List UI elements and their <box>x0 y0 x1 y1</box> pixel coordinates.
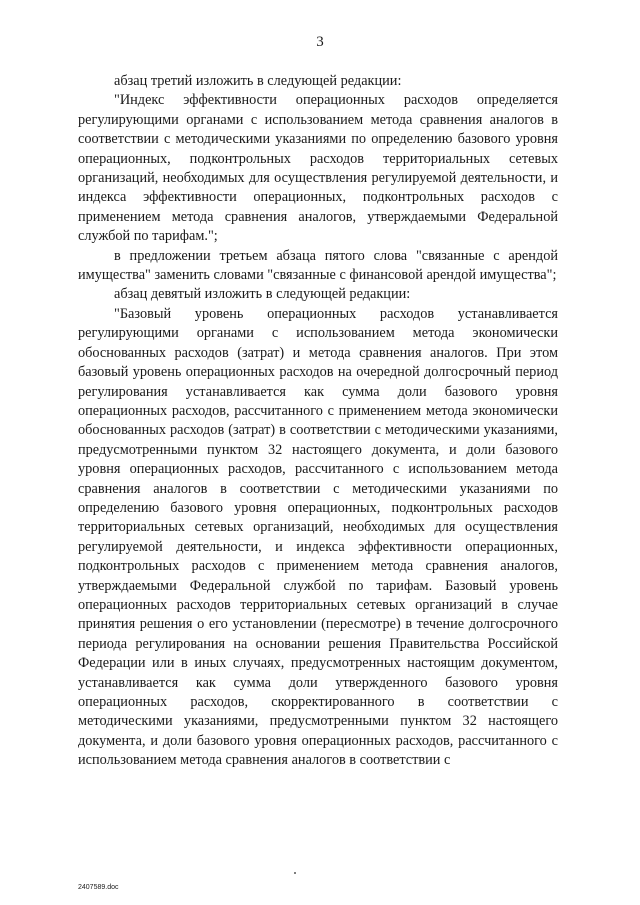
paragraph-4: абзац девятый изложить в следующей редакции: <box>114 286 411 303</box>
paragraph-2: "Индекс эффективности операционных расходов определяется регулирующими органами с использованием метода сравнения аналогов в соответствии с методическими указаниями по определению базового уровня операционных, подконтрольных расходов территориальных сетевых организаций, необходимых для осуществления регулируемой деятельности, и индекса эффективности операционных, подконтрольных расходов с применением метода сравнения аналогов, утверждаемыми Федеральной службой по тарифам."; <box>78 92 558 245</box>
paragraph-3: в предложении третьем абзаца пятого слова "связанные с арендой имущества" заменить словами "связанные с финансовой арендой имущества"; <box>78 247 558 284</box>
footer-mark <box>294 872 296 874</box>
paragraph-5: "Базовый уровень операционных расходов устанавливается регулирующими органами с использованием метода экономически обоснованных расходов (затрат) и метода сравнения аналогов. При этом базовый уровень операционных расходов на очередной долгосрочный период регулирования устанавливается как сумма доли базового уровня операционных расходов, рассчитанного с применением метода экономически обоснованных расходов (затрат) в соответствии с методическими указаниями, предусмотренными пунктом 32 настоящего документа, и доли базового уровня операционных расходов, рассчитанного с использованием метода сравнения аналогов в соответствии с методическими указаниями по определению базового уровня операционных, подконтрольных расходов территориальных сетевых организаций, необходимых для осуществления регулируемой деятельности, и индекса эффективности операционных, подконтрольных расходов с применением метода сравнения аналогов, утверждаемыми Федеральной службой по тарифам. Базовый уровень операционных расходов территориальных сетевых организаций в случае принятия решения о его установлении (пересмотре) в течение долгосрочного периода регулирования на основании решения Правительства Российской Федерации или в иных случаях, предусмотренных настоящим документом, устанавливается как сумма доли утвержденного базового уровня операционных расходов, скорректированного в соответствии с методическими указаниями, предусмотренными пунктом 32 настоящего документа, и доли базового уровня операционных расходов, рассчитанного с использованием метода сравнения аналогов в соответствии с <box>78 305 558 769</box>
footer-filename: 2407589.doc <box>78 884 119 891</box>
paragraph-1: абзац третий изложить в следующей редакции: <box>114 73 402 89</box>
document-body <box>78 72 558 771</box>
page-number: 3 <box>316 34 324 50</box>
